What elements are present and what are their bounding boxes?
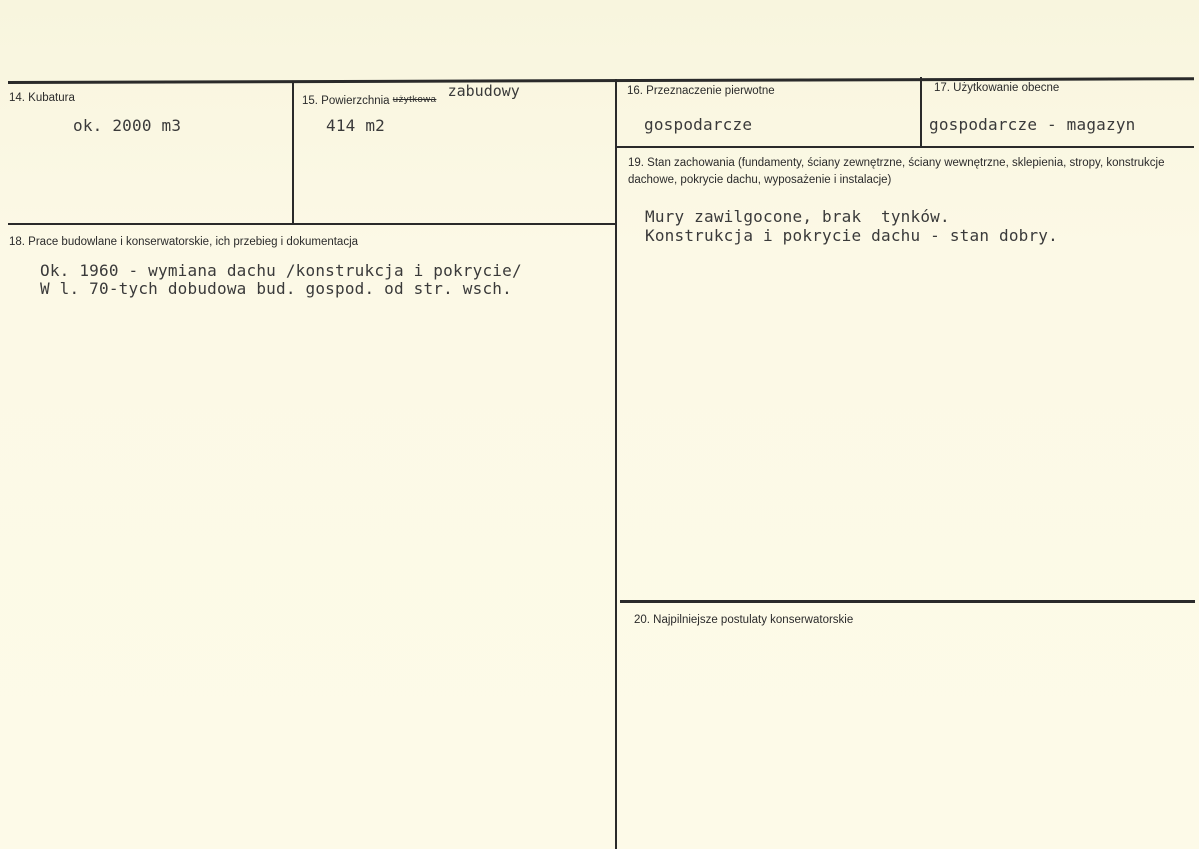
rule-below-16-17 [616,146,1194,148]
field-19-line-1: Mury zawilgocone, brak tynków. [645,207,950,226]
divider-14-15 [292,82,294,225]
field-15-label [302,82,520,107]
field-20-label: 20. Najpilniejsze postulaty konserwatorskie [634,614,854,626]
field-15-typed-word: zabudowy [447,82,520,100]
field-15-label-prefix: 15. Powierzchnia [302,95,390,107]
field-14-label: 14. Kubatura [9,92,75,104]
field-15-value: 414 m2 [326,116,385,135]
field-15-struck-word: użytkowa [392,94,437,105]
field-17-value: gospodarcze - magazyn [929,115,1136,134]
field-16-value: gospodarcze [644,115,753,134]
field-19-line-2: Konstrukcja i pokrycie dachu - stan dobry. [645,226,1058,245]
divider-left-right [615,79,617,849]
field-16-label: 16. Przeznaczenie pierwotne [627,85,775,97]
rule-below-14-15 [8,223,616,225]
divider-16-17 [920,77,922,147]
field-14-value: ok. 2000 m3 [73,116,182,135]
field-18-line-1: Ok. 1960 - wymiana dachu /konstrukcja i pokrycie/ [40,261,522,280]
rule-above-20 [620,600,1195,603]
field-19-label: 19. Stan zachowania (fundamenty, ściany zewnętrzne, ściany wewnętrzne, sklepienia, stropy, konstrukcje dachowe, pokrycie dachu, wyposażenie i instalacje) [628,157,1165,186]
field-18-line-2: W l. 70-tych dobudowa bud. gospod. od str. wsch. [40,279,512,298]
field-17-label: 17. Użytkowanie obecne [934,82,1060,94]
field-18-label: 18. Prace budowlane i konserwatorskie, ich przebieg i dokumentacja [9,236,359,248]
